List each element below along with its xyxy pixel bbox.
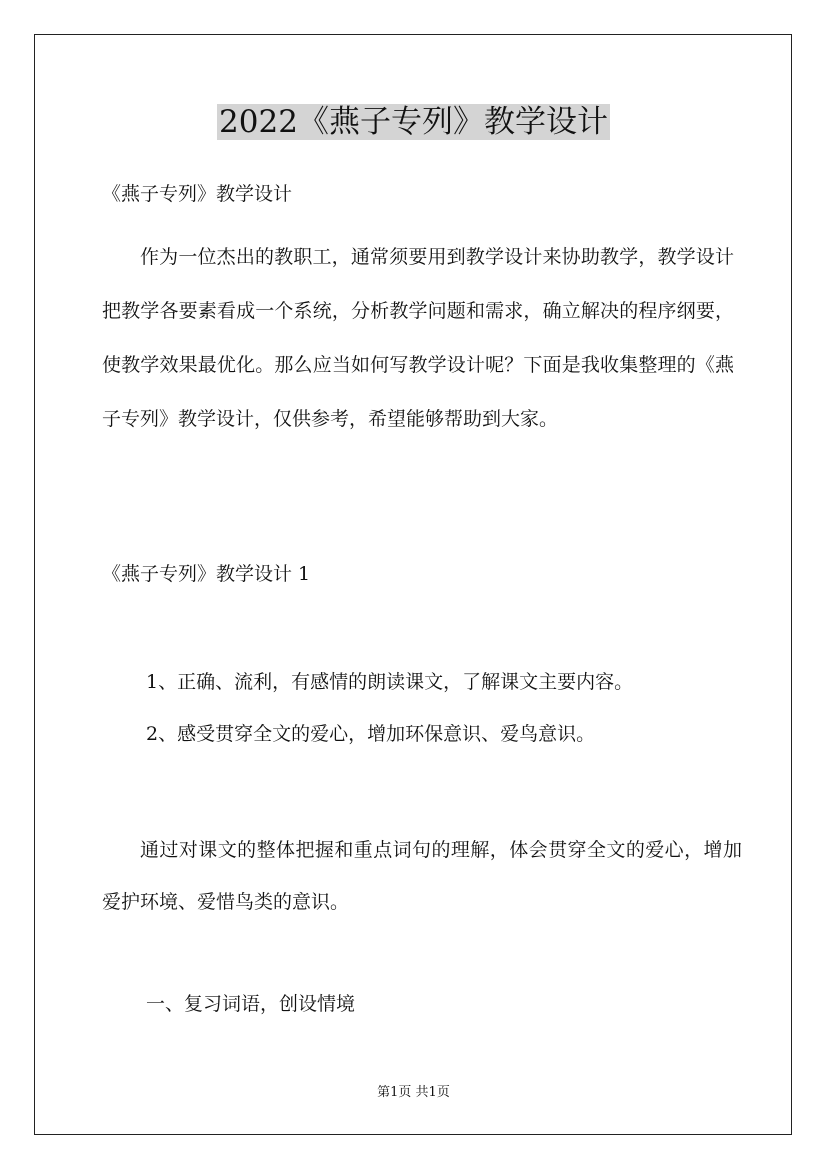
goal-item-1: 1、正确、流利，有感情的朗读课文，了解课文主要内容。 <box>146 671 634 693</box>
document-title-text: 2022《燕子专列》教学设计 <box>219 104 608 140</box>
document-title <box>0 100 827 144</box>
page-footer: 第1页 共1页 <box>377 1085 450 1100</box>
document-subtitle: 《燕子专列》教学设计 <box>102 183 293 205</box>
intro-paragraph: 作为一位杰出的教职工，通常须要用到教学设计来协助教学，教学设计把教学各要素看成一个系统，分析教学问题和需求，确立解决的程序纲要，使教学效果最优化。那么应当如何写教学设计呢？下面是我收集整理的《燕子专列》教学设计，仅供参考，希望能够帮助到大家。 <box>102 246 734 430</box>
key-point-paragraph: 通过对课文的整体把握和重点词句的理解，体会贯穿全文的爱心，增加爱护环境、爱惜鸟类的意识。 <box>102 839 742 913</box>
goal-item-2: 2、感受贯穿全文的爱心，增加环保意识、爱鸟意识。 <box>146 723 596 745</box>
step-heading: 一、复习词语，创设情境 <box>146 993 356 1015</box>
section-heading: 《燕子专列》教学设计 1 <box>102 563 311 585</box>
